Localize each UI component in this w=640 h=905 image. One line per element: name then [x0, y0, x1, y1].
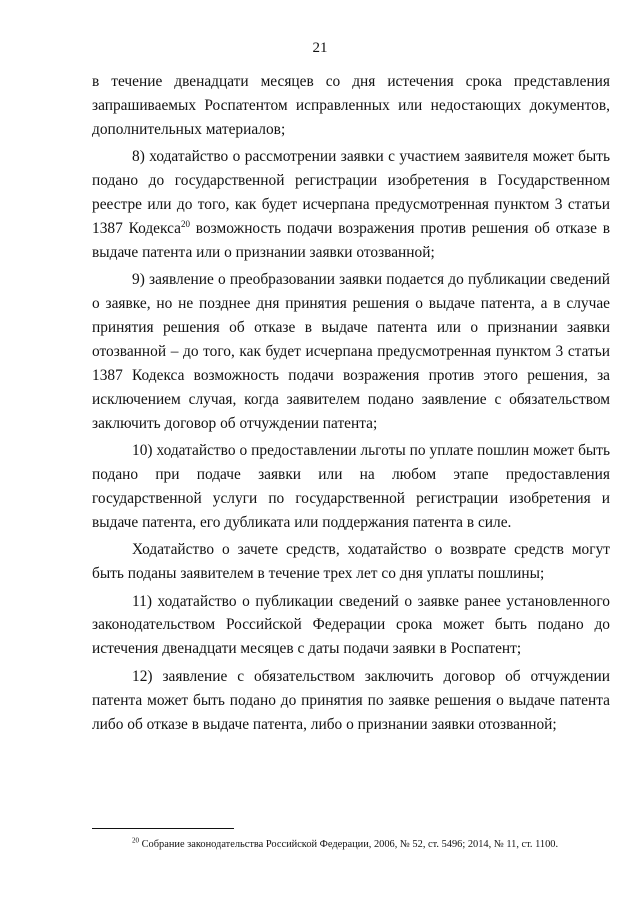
paragraph-item-11: 11) ходатайство о публикации сведений о заявке ранее установленного законодательством Российской Федерации срока может быть подано до истечения двенадцати месяцев с даты подачи заявки в Роспатент;	[92, 592, 610, 658]
footnote-text: Собрание законодательства Российской Федерации, 2006, № 52, ст. 5496; 2014, № 11, ст. 1100.	[139, 839, 559, 850]
paragraph-continuation: в течение двенадцати месяцев со дня истечения срока представления запрашиваемых Роспатентом исправленных или недостающих документов, дополнительных материалов;	[92, 73, 610, 138]
document-body	[92, 70, 610, 736]
paragraph-item-10: 10) ходатайство о предоставлении льготы по уплате пошлин может быть подано при подаче заявки или на любом этапе предоставления государственной услуги по государственной регистрации изобретения и выдаче патента, его дубликата или поддержания патента в силе.	[92, 442, 610, 531]
paragraph-offset-refund: Ходатайство о зачете средств, ходатайство о возврате средств могут быть поданы заявителем в течение трех лет со дня уплаты пошлины;	[92, 541, 610, 583]
paragraph-item-12: 12) заявление с обязательством заключить договор об отчуждении патента может быть подано до принятия по заявке решения о выдаче патента либо об отказе в выдаче патента, либо о признании заявки отозванной;	[92, 667, 610, 733]
paragraph-item-8-tail: возможность подачи возражения против решения об отказе в выдаче патента или о признании заявки отозванной;	[92, 219, 610, 261]
paragraph-item-8-text: 8) ходатайство о рассмотрении заявки с участием заявителя может быть подано до государственной регистрации изобретения в Государственном реестре или до того, как будет исчерпана предусмотренная пунктом 3 статьи 1387 Кодекса	[92, 148, 610, 237]
footnote-marker: 20	[132, 836, 139, 845]
footnote-reference: 20	[180, 218, 190, 229]
paragraph-item-9: 9) заявление о преобразовании заявки подается до публикации сведений о заявке, но не позднее дня принятия решения о выдаче патента, а в случае принятия решения об отказе в выдаче патента или о признании заявки отозванной – до того, как будет исчерпана предусмотренная пунктом 3 статьи 1387 Кодекса возможность подачи возражения против этого решения, за исключением случая, когда заявителем подано заявление с обязательством заключить договор об отчуждении патента;	[92, 271, 610, 432]
footnote	[132, 838, 612, 851]
paragraph-item-8	[92, 145, 610, 265]
footnote-divider	[92, 828, 234, 829]
page-number: 21	[312, 40, 328, 56]
